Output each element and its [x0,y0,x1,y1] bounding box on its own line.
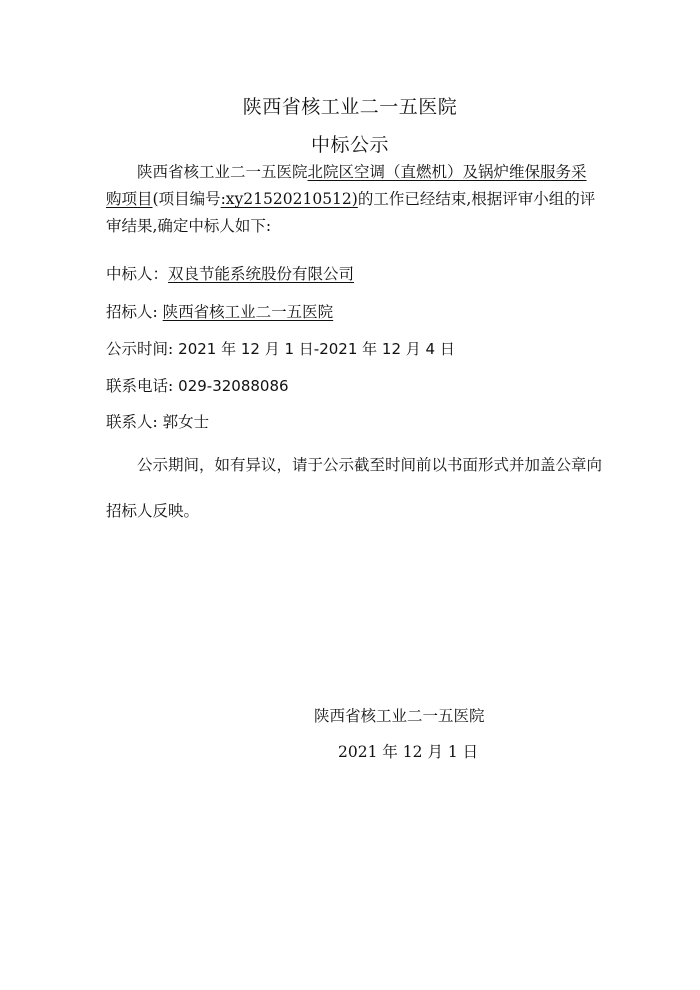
project-name: 北院区空调（直燃机）及锅炉维保服务采购项目 [106,163,587,208]
contact-value: 郭女士 [162,413,210,431]
contact-label: 联系人: [106,413,163,431]
objection-notice: 公示期间，如有异议，请于公示截至时间前以书面形式并加盖公章向招标人反映。 [106,456,603,520]
phone-value: 029-32088086 [178,377,289,395]
intro-paragraph [106,159,602,240]
tenderer-field [106,300,333,322]
organization-title: 陕西省核工业二一五医院 [242,96,458,118]
winner-field [106,262,354,284]
tenderer-value: 陕西省核工业二一五医院 [162,303,334,321]
winner-label: 中标人： [106,265,169,283]
period-label: 公示时间: [106,340,179,358]
notice-title: 中标公示 [310,134,389,156]
phone-field [106,374,289,396]
tenderer-label: 招标人: [106,303,163,321]
phone-label: 联系电话: [106,377,179,395]
project-code: :xy21520210512) [220,190,358,208]
intro-suffix: 的工作已经结束,根据评审小组的评审结果,确定中标人如下: [106,190,596,235]
signature-organization: 陕西省核工业二一五医院 [314,707,485,725]
project-code-open: (项目编号 [152,190,221,208]
signature-date: 2021 年 12 月 1 日 [338,743,479,761]
contact-field [106,410,209,432]
winner-value: 双良节能系统股份有限公司 [168,265,355,283]
intro-prefix: 陕西省核工业二一五医院 [137,163,308,181]
period-value: 2021 年 12 月 1 日-2021 年 12 月 4 日 [178,340,455,358]
period-field [106,337,455,359]
